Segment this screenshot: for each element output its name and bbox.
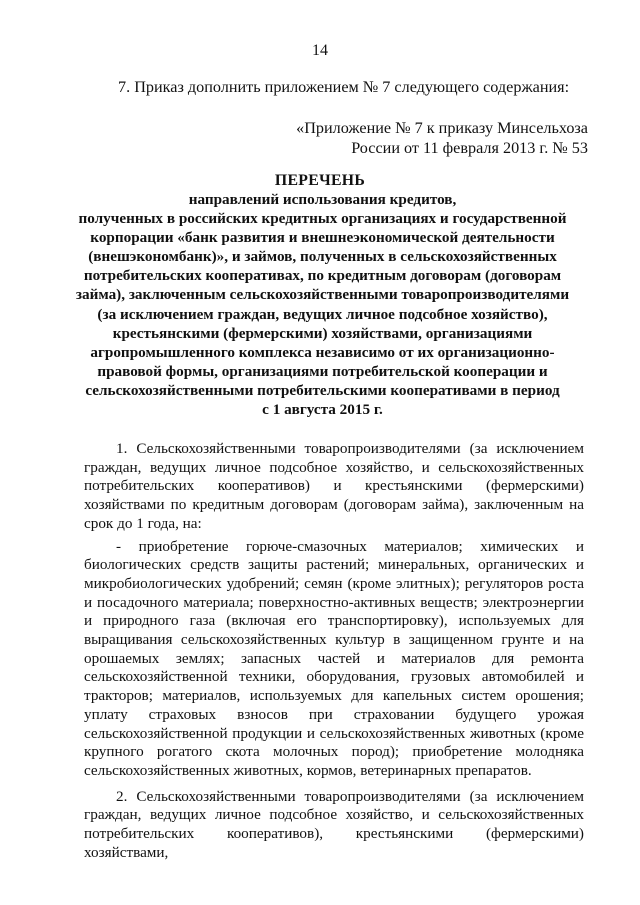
appendix-reference-line: России от 11 февраля 2013 г. № 53 xyxy=(351,139,588,157)
subtitle-line: потребительских кооперативах, по кредитным договорам (договорам xyxy=(83,267,562,285)
page-number: 14 xyxy=(312,42,328,59)
paragraph-2: 2. Сельскохозяйственными товаропроизводителями (за исключением граждан, ведущих личное подсобное хозяйство, и сельскохозяйственных потребительских кооперативов), крестьянскими (фермерскими) хозяйствами, xyxy=(84,787,584,861)
subtitle-line: полученных в российских кредитных организациях и государственной xyxy=(78,210,567,228)
subtitle-line: корпорации «банк развития и внешнеэкономической деятельности xyxy=(90,229,555,247)
subtitle-line: правовой формы, организациями потребительской кооперации и xyxy=(97,362,548,380)
paragraph-1: 1. Сельскохозяйственными товаропроизводителями (за исключением граждан, ведущих личное подсобное хозяйство, и сельскохозяйственных потребительских кооперативов) и крестьянскими (фермерскими) хозяйствами по кредитным договорам (договорам займа), заключенным на срок до 1 года, на: xyxy=(84,440,584,532)
subtitle-line: сельскохозяйственными потребительскими кооперативами в период xyxy=(85,381,560,399)
bullet-paragraph: - приобретение горюче-смазочных материалов; химических и биологических средств защиты растений; минеральных, органических и микробиологических удобрений; семян (кроме элитных); регуляторов роста и посадочного материала; поверхностно-активных веществ; электроэнергии и природного газа (включая его транспортировку), используемых для выращивания сельскохозяйственных культур в защищенном грунте и на орошаемых землях; запасных частей и материалов для ремонта сельскохозяйственной техники, оборудования, грузовых автомобилей и тракторов; материалов, используемых для капельных систем орошения; уплату страховых взносов при страховании будущего урожая сельскохозяйственной продукции и сельскохозяйственных животных (кроме крупного рогатого скота молочных пород); приобретение молодняка сельскохозяйственных животных, кормов, ветеринарных препаратов. xyxy=(84,537,584,779)
document-title: ПЕРЕЧЕНЬ xyxy=(274,172,366,189)
subtitle-line: направлений использования кредитов, xyxy=(188,191,457,208)
subtitle-line: (за исключением граждан, ведущих личное подсобное хозяйство), xyxy=(97,305,548,323)
document-subtitle xyxy=(60,190,585,419)
subtitle-line: крестьянскими (фермерскими) хозяйствами, организациями xyxy=(112,324,533,342)
document-body xyxy=(84,440,584,862)
subtitle-line: с 1 августа 2015 г. xyxy=(262,401,383,419)
subtitle-line: (внешэкономбанк)», и займов, полученных в сельскохозяйственных xyxy=(88,248,557,266)
subtitle-line: агропромышленного комплекса независимо от их организационно- xyxy=(90,343,555,361)
subtitle-line: займа), заключенным сельскохозяйственными товаропроизводителями xyxy=(75,286,570,304)
appendix-reference-line: «Приложение № 7 к приказу Минсельхоза xyxy=(296,119,588,137)
appendix-reference xyxy=(296,118,588,158)
order-amendment-line: 7. Приказ дополнить приложением № 7 следующего содержания: xyxy=(118,78,570,96)
